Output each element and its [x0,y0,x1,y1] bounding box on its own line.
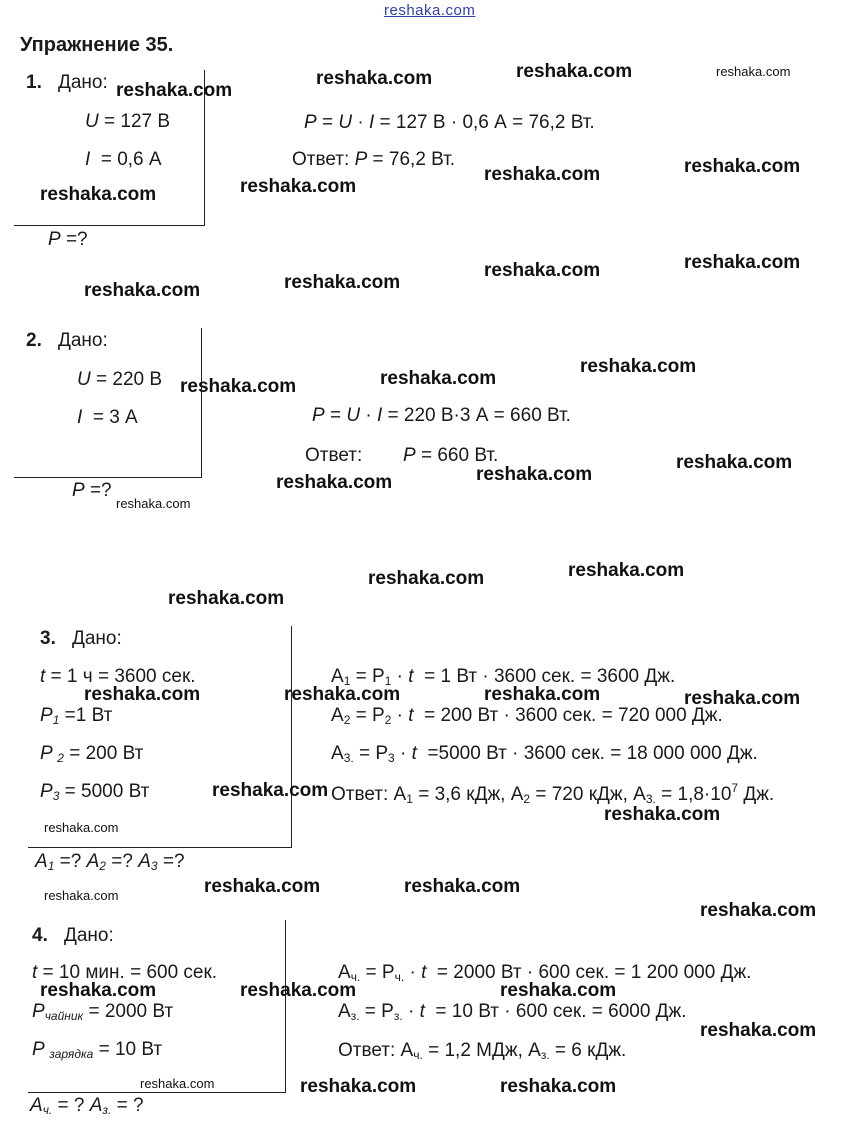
solution-line-1: $A_{ч.} = P_{ч.} \cdot t = 2000$ Вт · 600 сек. = 1 200 000 Дж. [338,962,752,984]
solution-line: P = U · I = 220 В·3 А = 660 Вт. [312,405,571,426]
watermark: reshaka.com [44,820,119,835]
given-current: I = 3 А [77,407,138,428]
given-p2: P $_2$ = 200 Вт [40,743,144,765]
watermark: reshaka.com [484,684,601,705]
given-charger-power: P $_{зарядка}$ = 10 Вт [32,1039,163,1061]
watermark: reshaka.com [40,184,157,205]
watermark: reshaka.com [316,68,433,89]
watermark: reshaka.com [700,1020,817,1041]
watermark: reshaka.com [284,272,401,293]
given-time: t = 10 мин. = 600 сек. [32,962,218,983]
watermark: reshaka.com [284,684,401,705]
watermark: reshaka.com [276,472,393,493]
watermark: reshaka.com [300,1076,417,1097]
watermark: reshaka.com [204,876,321,897]
given-voltage: U = 127 В [85,111,171,132]
watermark: reshaka.com [484,164,601,185]
watermark: reshaka.com [116,496,191,511]
find-text: $A_1$ =? $A_2$ =? $A_3$ =? [35,851,185,873]
answer-label: Ответ: [305,445,363,466]
find-text: P =? [48,229,88,250]
watermark: reshaka.com [716,64,791,79]
find-divider [14,225,205,226]
given-p3: $P_3 = 5000$ Вт [40,781,150,803]
watermark: reshaka.com [44,888,119,903]
watermark: reshaka.com [500,980,617,1001]
watermark: reshaka.com [140,1076,215,1091]
solution-line-1: $A_1 = P_1 \cdot t = 1$ Вт · 3600 сек. = 3600 Дж. [331,666,676,688]
find-text: P =? [72,480,112,501]
watermark: reshaka.com [604,804,721,825]
answer-line: P = 660 Вт. [403,445,499,466]
given-label: Дано: [58,72,108,93]
answer-line: Ответ: $A_1 = 3,6$ кДж, $A_2 = 720$ кДж, $A_{3.} = 1,8\cdot 10^7$ Дж. [331,781,775,806]
watermark: reshaka.com [40,980,157,1001]
answer-line: Ответ: $A_{ч.} = 1,2$ МДж, $A_{з.} = 6$ кДж. [338,1040,627,1062]
watermark: reshaka.com [180,376,297,397]
given-divider [291,626,292,848]
watermark: reshaka.com [516,61,633,82]
find-divider [28,847,292,848]
site-link[interactable]: reshaka.com [384,2,476,19]
problem-number: 4. [32,925,48,946]
given-p1: $P_1 =1$ Вт [40,705,113,727]
page-title: Упражнение 35. [20,34,174,56]
watermark: reshaka.com [684,688,801,709]
given-label: Дано: [64,925,114,946]
watermark: reshaka.com [580,356,697,377]
solution-line-2: $A_2 = P_2 \cdot t = 200$ Вт · 3600 сек. = 720 000 Дж. [331,705,723,727]
problem-number: 1. [26,72,42,93]
answer-line: Ответ: P = 76,2 Вт. [292,149,456,170]
watermark: reshaka.com [116,80,233,101]
given-voltage: U = 220 В [77,369,163,390]
watermark: reshaka.com [684,252,801,273]
problem-number: 3. [40,628,56,649]
find-divider [28,1092,286,1093]
watermark: reshaka.com [404,876,521,897]
watermark: reshaka.com [684,156,801,177]
given-label: Дано: [58,330,108,351]
solution-line: P = U · I = 127 В · 0,6 А = 76,2 Вт. [304,112,595,133]
watermark: reshaka.com [676,452,793,473]
watermark: reshaka.com [484,260,601,281]
problem-number: 2. [26,330,42,351]
watermark: reshaka.com [368,568,485,589]
watermark: reshaka.com [240,176,357,197]
watermark: reshaka.com [212,780,329,801]
watermark: reshaka.com [168,588,285,609]
solution-line-3: $A_{3.} = P_3 \cdot t =5000$ Вт · 3600 сек. = 18 000 000 Дж. [331,743,758,765]
given-current: I = 0,6 А [85,149,162,170]
given-divider [285,920,286,1093]
watermark: reshaka.com [700,900,817,921]
given-label: Дано: [72,628,122,649]
find-text: $A_{ч.}$ = ? $A_{з.}$ = ? [30,1095,144,1117]
watermark: reshaka.com [84,684,201,705]
solution-line-2: $A_{з.} = P_{з.} \cdot t = 10$ Вт · 600 сек. = 6000 Дж. [338,1001,687,1023]
watermark: reshaka.com [500,1076,617,1097]
watermark: reshaka.com [380,368,497,389]
find-divider [14,477,202,478]
given-divider [201,328,202,478]
watermark: reshaka.com [240,980,357,1001]
given-time: t = 1 ч = 3600 сек. [40,666,196,687]
watermark: reshaka.com [476,464,593,485]
watermark: reshaka.com [84,280,201,301]
watermark: reshaka.com [568,560,685,581]
given-kettle-power: $P_{чайник} = 2000$ Вт [32,1001,174,1023]
